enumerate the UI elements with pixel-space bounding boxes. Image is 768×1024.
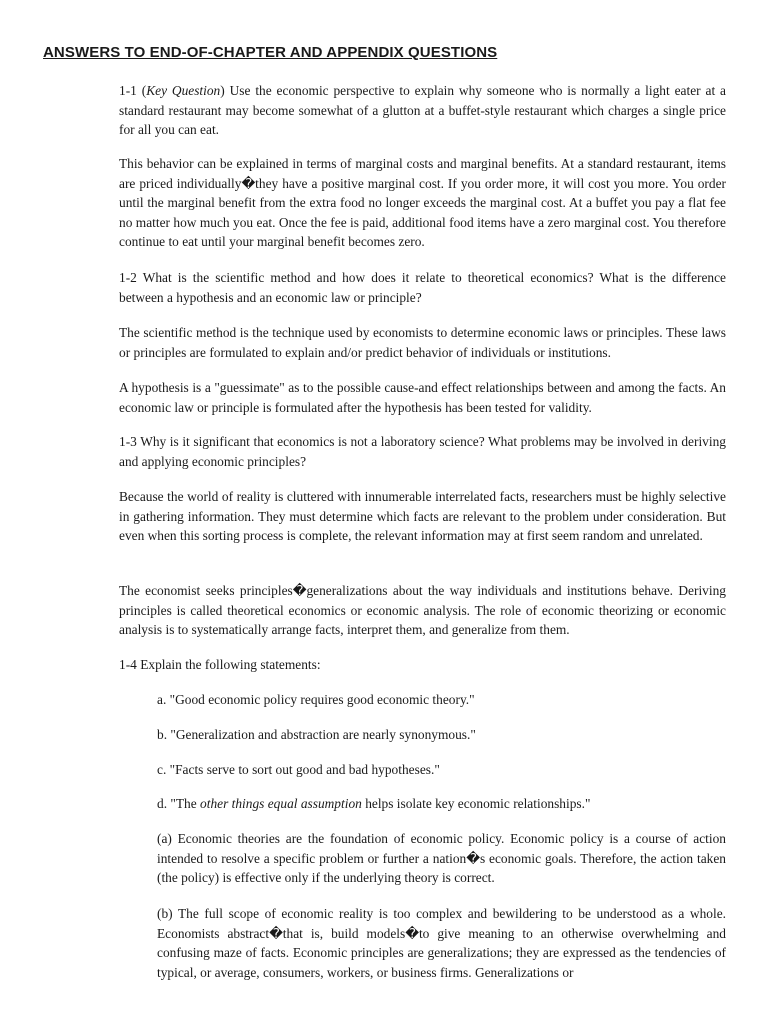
question-1-1 — [119, 81, 726, 140]
answer-1-1: This behavior can be explained in terms of marginal costs and marginal benefits. At a standard restaurant, items are priced individually�they have a positive marginal cost. If you order more, it will cost you more. You order until the marginal benefit from the extra food no longer exceeds the marginal cost. At a buffet you pay a flat fee no matter how much you eat. Once the fee is paid, additional food items have a zero marginal cost. You therefore continue to eat until your marginal benefit becomes zero. — [119, 156, 726, 249]
answer-b: (b) The full scope of economic reality is too complex and bewildering to be understood as a whole. Economists abstract�that is, build models�to give meaning to an otherwise overwhelming and confusing maze of facts. Economic principles are generalizations; they are expressed as the tendencies of typical, or average, consumers, workers, or business firms. Generalizations or — [157, 906, 726, 980]
answer-1-3-reality: Because the world of reality is cluttered with innumerable interrelated facts, researchers must be highly selective in gathering information. They must determine which facts are relevant to the problem under consideration. But even when this sorting process is complete, the relevant information may at first seem random and unrelated. — [119, 489, 726, 543]
answer-1-3-principles: The economist seeks principles�generalizations about the way individuals and institutions behave. Deriving principles is called theoretical economics or economic analysis. The role of economic theorizing or economic analysis is to systematically arrange facts, interpret them, and generalize from them. — [119, 583, 726, 637]
answer-a: (a) Economic theories are the foundation of economic policy. Economic policy is a course of action intended to resolve a specific problem or further a nation�s economic goals. Therefore, the action taken (the policy) is effective only if the underlying theory is correct. — [157, 831, 726, 885]
question-1-3: 1-3 Why is it significant that economics is not a laboratory science? What problems may be involved in deriving and applying economic principles? — [119, 434, 726, 469]
page-title: ANSWERS TO END-OF-CHAPTER AND APPENDIX QUESTIONS — [43, 44, 498, 61]
answer-1-2-scientific-method: The scientific method is the technique used by economists to determine economic laws or principles. These laws or principles are formulated to explain and/or predict behavior of individuals or institutions. — [119, 325, 726, 360]
statement-c: c. "Facts serve to sort out good and bad hypotheses." — [157, 762, 440, 777]
statement-b: b. "Generalization and abstraction are nearly synonymous." — [157, 727, 476, 742]
question-1-2: 1-2 What is the scientific method and how does it relate to theoretical economics? What is the difference between a hypothesis and an economic law or principle? — [119, 270, 726, 305]
question-1-4: 1-4 Explain the following statements: — [119, 657, 321, 672]
statement-d-prefix: d. "The — [157, 796, 201, 811]
statement-d — [157, 794, 726, 814]
answer-1-2-hypothesis: A hypothesis is a "guessimate" as to the possible cause-and effect relationships between and among the facts. An economic law or principle is formulated after the hypothesis has been tested for validity. — [119, 380, 726, 415]
question-1-1-text: ) Use the economic perspective to explain why someone who is normally a light eater at a standard restaurant may become somewhat of a glutton at a buffet-style restaurant which charges a single price for all you can eat. — [119, 83, 726, 137]
statement-a: a. "Good economic policy requires good economic theory." — [157, 692, 475, 707]
key-question-label: Key Question — [146, 83, 221, 98]
statement-d-suffix: helps isolate key economic relationships." — [361, 796, 591, 811]
other-things-equal-term: other things equal assumption — [200, 796, 362, 811]
question-1-1-prefix: 1-1 ( — [119, 83, 147, 98]
